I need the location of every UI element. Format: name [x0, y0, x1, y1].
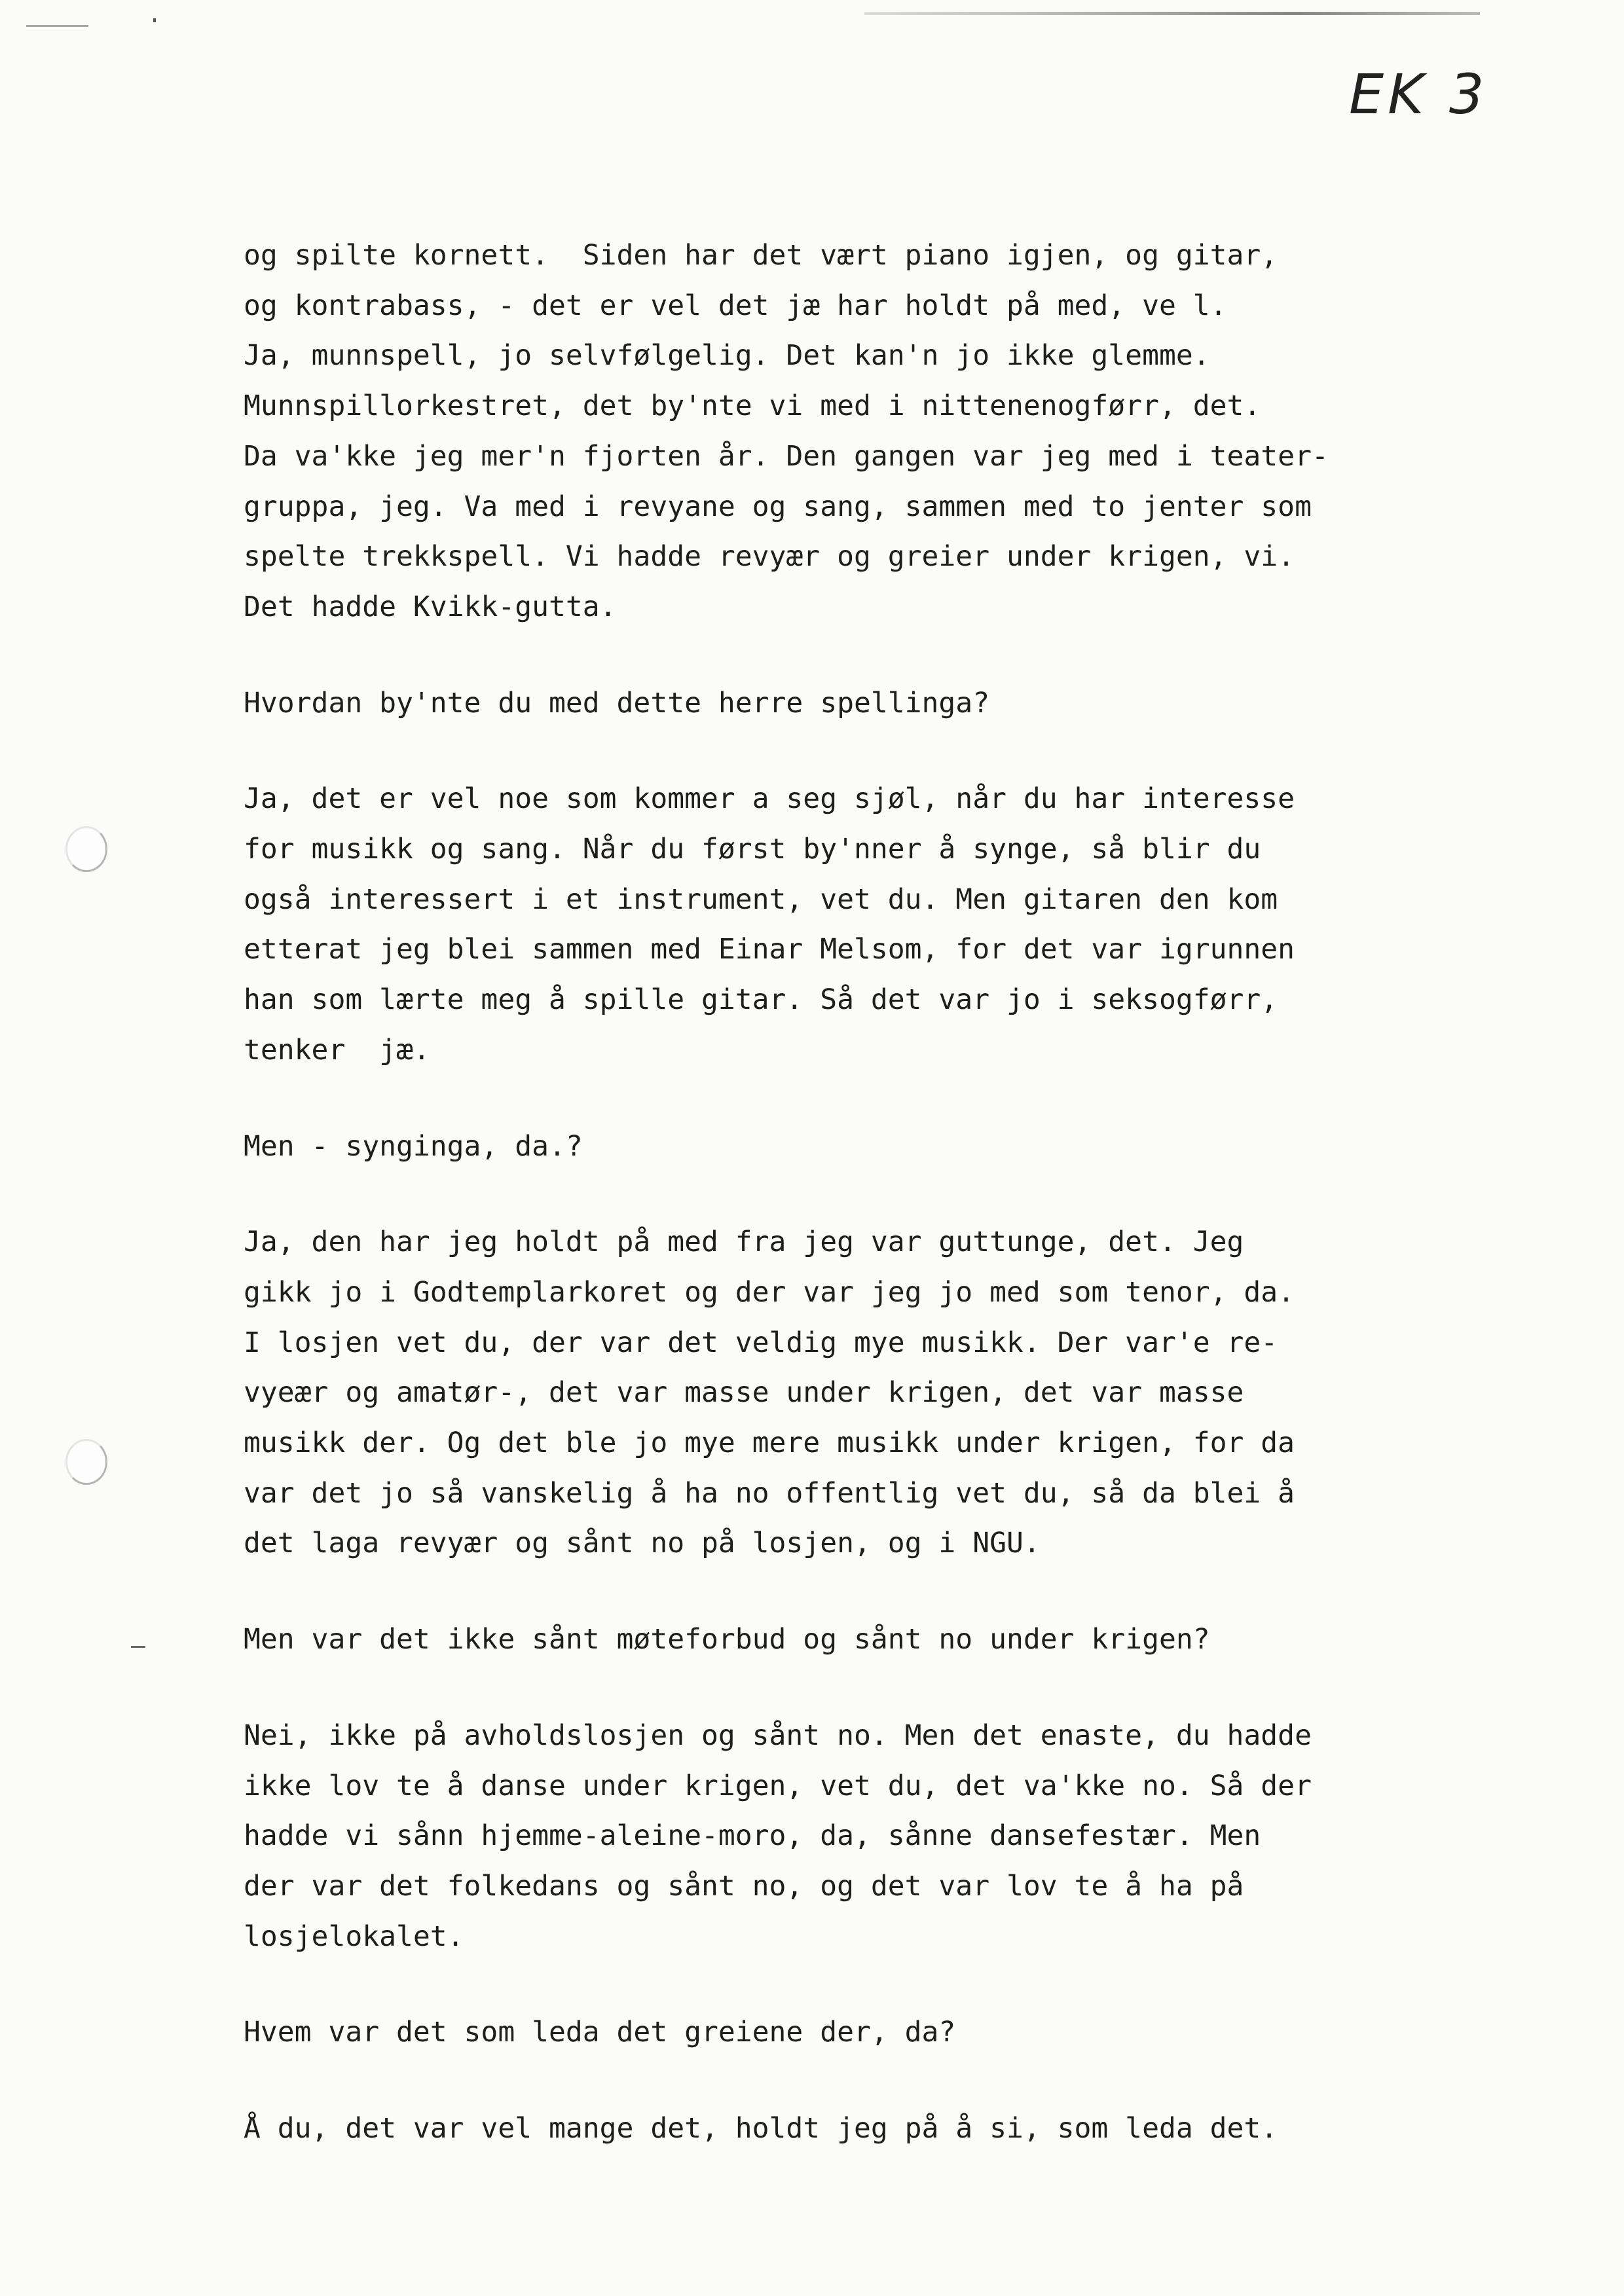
text-line: og kontrabass, - det er vel det jæ har holdt på med, ve l.: [244, 289, 1227, 322]
text-line: gruppa, jeg. Va med i revyane og sang, sammen med to jenter som: [244, 490, 1312, 523]
margin-dash: [131, 1646, 145, 1648]
paragraph: [244, 678, 1488, 729]
scan-edge-line-left: [26, 25, 88, 27]
page-mark: EK 3: [1349, 62, 1488, 126]
text-line: Munnspillorkestret, det by'nte vi med i nittenenogførr, det.: [244, 390, 1261, 423]
text-line: gikk jo i Godtemplarkoret og der var jeg jo med som tenor, da.: [244, 1275, 1295, 1309]
text-line: og spilte kornett. Siden har det vært piano igjen, og gitar,: [244, 239, 1278, 272]
text-line: også interessert i et instrument, vet du. Men gitaren den kom: [244, 883, 1278, 916]
text-line: hadde vi sånn hjemme-aleine-moro, da, sånne dansefestær. Men: [244, 1819, 1261, 1853]
paragraph: [244, 774, 1488, 1075]
text-line: Men var det ikke sånt møteforbud og sånt no under krigen?: [244, 1623, 1210, 1656]
paragraph: [244, 1217, 1488, 1569]
text-line: losjelokalet.: [244, 1920, 464, 1953]
paragraph: [244, 1711, 1488, 1962]
text-line: Hvordan by'nte du med dette herre spellinga?: [244, 686, 990, 720]
text-line: Hvem var det som leda det greiene der, da?: [244, 2016, 956, 2049]
paragraph: [244, 2104, 1488, 2154]
text-line: der var det folkedans og sånt no, og det var lov te å ha på: [244, 1869, 1244, 1903]
text-line: Ja, det er vel noe som kommer a seg sjøl, når du har interesse: [244, 782, 1295, 816]
text-line: for musikk og sang. Når du først by'nner å synge, så blir du: [244, 833, 1261, 866]
scan-edge-line-top: [864, 12, 1480, 15]
paragraph: [244, 230, 1488, 632]
text-line: Det hadde Kvikk-gutta.: [244, 590, 617, 623]
text-line: han som lærte meg å spille gitar. Så det var jo i seksogførr,: [244, 983, 1278, 1017]
paragraph: [244, 2007, 1488, 2058]
punch-hole-lower: [65, 1439, 107, 1485]
text-line: I losjen vet du, der var det veldig mye musikk. Der var'e re-: [244, 1326, 1278, 1359]
text-line: ikke lov te å danse under krigen, vet du, det va'kke no. Så der: [244, 1769, 1312, 1802]
text-line: Men - synginga, da.?: [244, 1129, 583, 1163]
punch-hole-upper: [65, 826, 107, 872]
paragraph: [244, 1121, 1488, 1172]
text-line: Da va'kke jeg mer'n fjorten år. Den gangen var jeg med i teater-: [244, 439, 1329, 473]
text-line: Nei, ikke på avholdslosjen og sånt no. Men det enaste, du hadde: [244, 1719, 1312, 1752]
text-line: tenker jæ.: [244, 1033, 430, 1066]
text-line: etterat jeg blei sammen med Einar Melsom, for det var igrunnen: [244, 933, 1295, 966]
scan-speck: [153, 18, 156, 22]
text-line: var det jo så vanskelig å ha no offentlig vet du, så da blei å: [244, 1476, 1295, 1510]
paragraph: [244, 1614, 1488, 1665]
typewritten-text: [244, 230, 1488, 2200]
text-line: Å du, det var vel mange det, holdt jeg på å si, som leda det.: [244, 2112, 1278, 2145]
text-line: Ja, den har jeg holdt på med fra jeg var guttunge, det. Jeg: [244, 1226, 1244, 1259]
text-line: Ja, munnspell, jo selvfølgelig. Det kan'n jo ikke glemme.: [244, 339, 1210, 373]
text-line: vyeær og amatør-, det var masse under krigen, det var masse: [244, 1376, 1244, 1410]
text-line: det laga revyær og sånt no på losjen, og i NGU.: [244, 1527, 1041, 1560]
text-line: musikk der. Og det ble jo mye mere musikk under krigen, for da: [244, 1427, 1295, 1460]
text-line: spelte trekkspell. Vi hadde revyær og greier under krigen, vi.: [244, 540, 1295, 574]
